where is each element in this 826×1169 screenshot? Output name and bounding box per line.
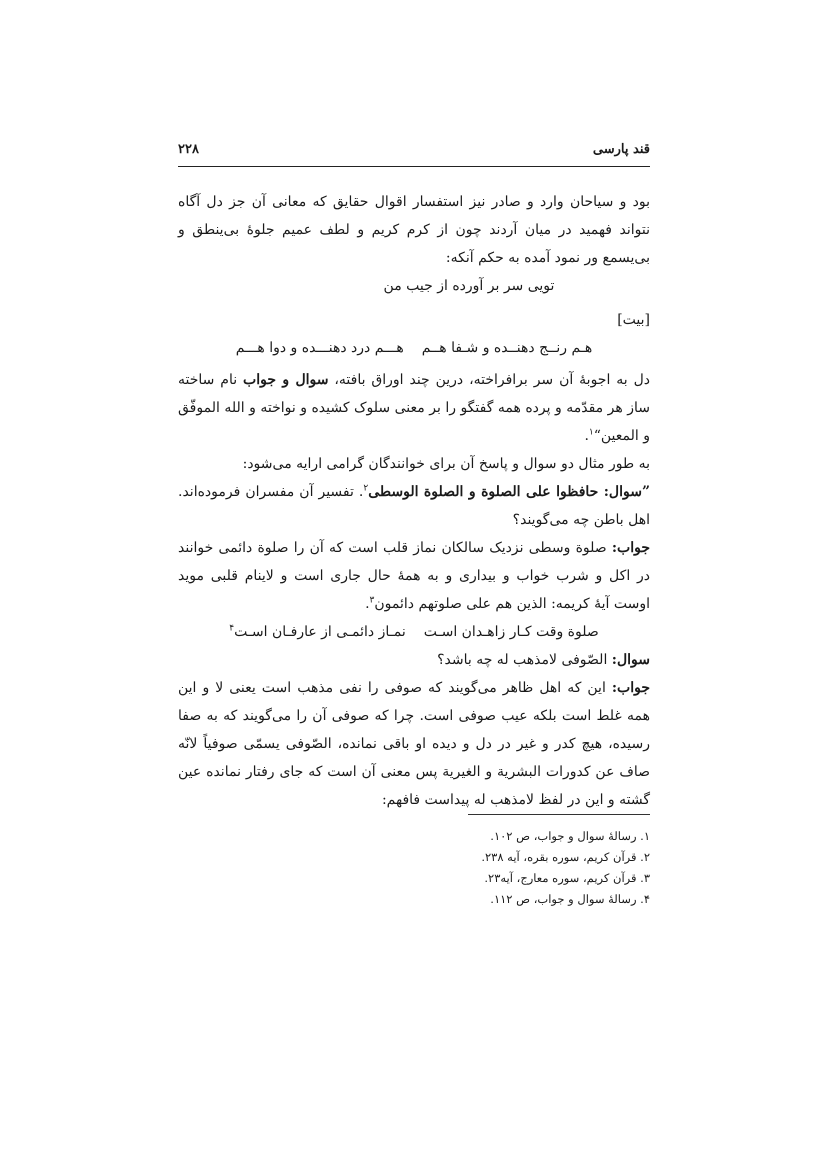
- book-title: سوال و جواب: [243, 372, 329, 388]
- text-span: دل به اجوبهٔ آن سر برافراخته، درین چند اوراق بافته،: [328, 372, 650, 388]
- question-2-label: سوال:: [611, 652, 650, 668]
- page-header: [178, 142, 650, 167]
- bayt-label: [بیت]: [617, 312, 650, 328]
- footnote-4: ۴. رسالهٔ سوال و جواب، ص ۱۱۲.: [490, 892, 650, 906]
- paragraph-book-title: [178, 366, 650, 450]
- footnote-ref-1[interactable]: ۱: [588, 427, 594, 438]
- footnotes: [178, 826, 650, 910]
- question-2: [178, 646, 650, 674]
- text-span: این که اهل ظاهر می‌گویند که صوفی را نفی مذهب است یعنی لا و این همه غلط است بلکه عیب صوفی است. چرا که صوفی آن را می‌گویند که به صفا رسیده، هیچ کدر و غیر در دل و دیده او باقی نمانده، الصّوفی یسمّی صوفیاً لانّه صاف عن کدورات البشریة و الغیریة پس معنی آن است که جای رفتار نمانده عین گشته و این در لفظ لامذهب له پیداست فافهم:: [178, 680, 650, 808]
- footnote-3: ۳. قرآن کریم، سوره معارج، آیه۲۳.: [484, 871, 650, 885]
- answer-1-label: جواب:: [611, 540, 650, 556]
- verse-2-hemistich-a: صلوة وقت کـار زاهـدان اسـت: [423, 624, 599, 640]
- footnote-ref-2[interactable]: ۲: [363, 483, 369, 494]
- text-span: .: [584, 428, 589, 444]
- question-1-heading: ”سوال: حافظوا علی الصلوة و الصلوة الوسطی: [368, 484, 650, 500]
- footnote-1: ۱. رسالهٔ سوال و جواب، ص ۱۰۲.: [490, 829, 650, 843]
- footnote-ref-3[interactable]: ۳: [369, 595, 375, 606]
- footnote-2: ۲. قرآن کریم، سوره بقره، آیه ۲۳۸.: [481, 850, 650, 864]
- footnote-divider: [468, 814, 650, 815]
- paragraph-examples: به طور مثال دو سوال و پاسخ آن برای خوانندگان گرامی ارایه می‌شود:: [242, 456, 650, 472]
- text-span: . تفسیر آن مفسران فرموده‌اند. اهل باطن چه می‌گویند؟: [178, 484, 650, 528]
- text-span: الصّوفی لامذهب له چه باشد؟: [437, 652, 612, 668]
- verse-1-hemistich-a: هـم رنــج دهنــده و شـفا هــم: [421, 340, 593, 356]
- answer-1: [178, 534, 650, 618]
- verse-couplet-2: [178, 618, 650, 646]
- paragraph-intro: بود و سیاحان وارد و صادر نیز استفسار اقوال حقایق که معانی آن جز دل آگاه نتواند فهمید در میان آردند چون از کرم کریم و لطف عمیم جلوهٔ بی‌ینطق و بی‌یسمع ور نمود آمده به حکم آنکه:: [178, 194, 650, 266]
- answer-2: [178, 674, 650, 814]
- answer-2-label: جواب:: [611, 680, 650, 696]
- main-text: [178, 188, 650, 814]
- quoted-line: تویی سر بر آورده از جیب من: [383, 278, 555, 294]
- verse-1-hemistich-b: هـــم درد دهنـــده و دوا هـــم: [235, 340, 404, 356]
- footnote-ref-4[interactable]: ۴: [229, 623, 235, 634]
- text-span: .: [365, 596, 370, 612]
- running-title: قند پارسی: [592, 142, 650, 157]
- verse-couplet-1: [178, 334, 650, 362]
- text-span: نام ساخته ساز هر مقدّمه و پرده همه گفتگو را بر معنی سلوک کشیده و نواخته و الله الموفّق و المعین“: [178, 372, 650, 444]
- verse-2-hemistich-b: نمـاز دائمـی از عارفـان اسـت: [234, 624, 406, 640]
- page-number: ۲۲۸: [178, 142, 199, 157]
- question-1: [178, 478, 650, 534]
- text-span: صلوة وسطی نزدیک سالکان نماز قلب است که آن را صلوة دائمی خوانند در اکل و شرب خواب و بیداری و به همهٔ حال جاری است و لاینام قلبی موید اوست آیهٔ کریمه: الذین هم علی صلوتهم دائمون: [178, 540, 650, 612]
